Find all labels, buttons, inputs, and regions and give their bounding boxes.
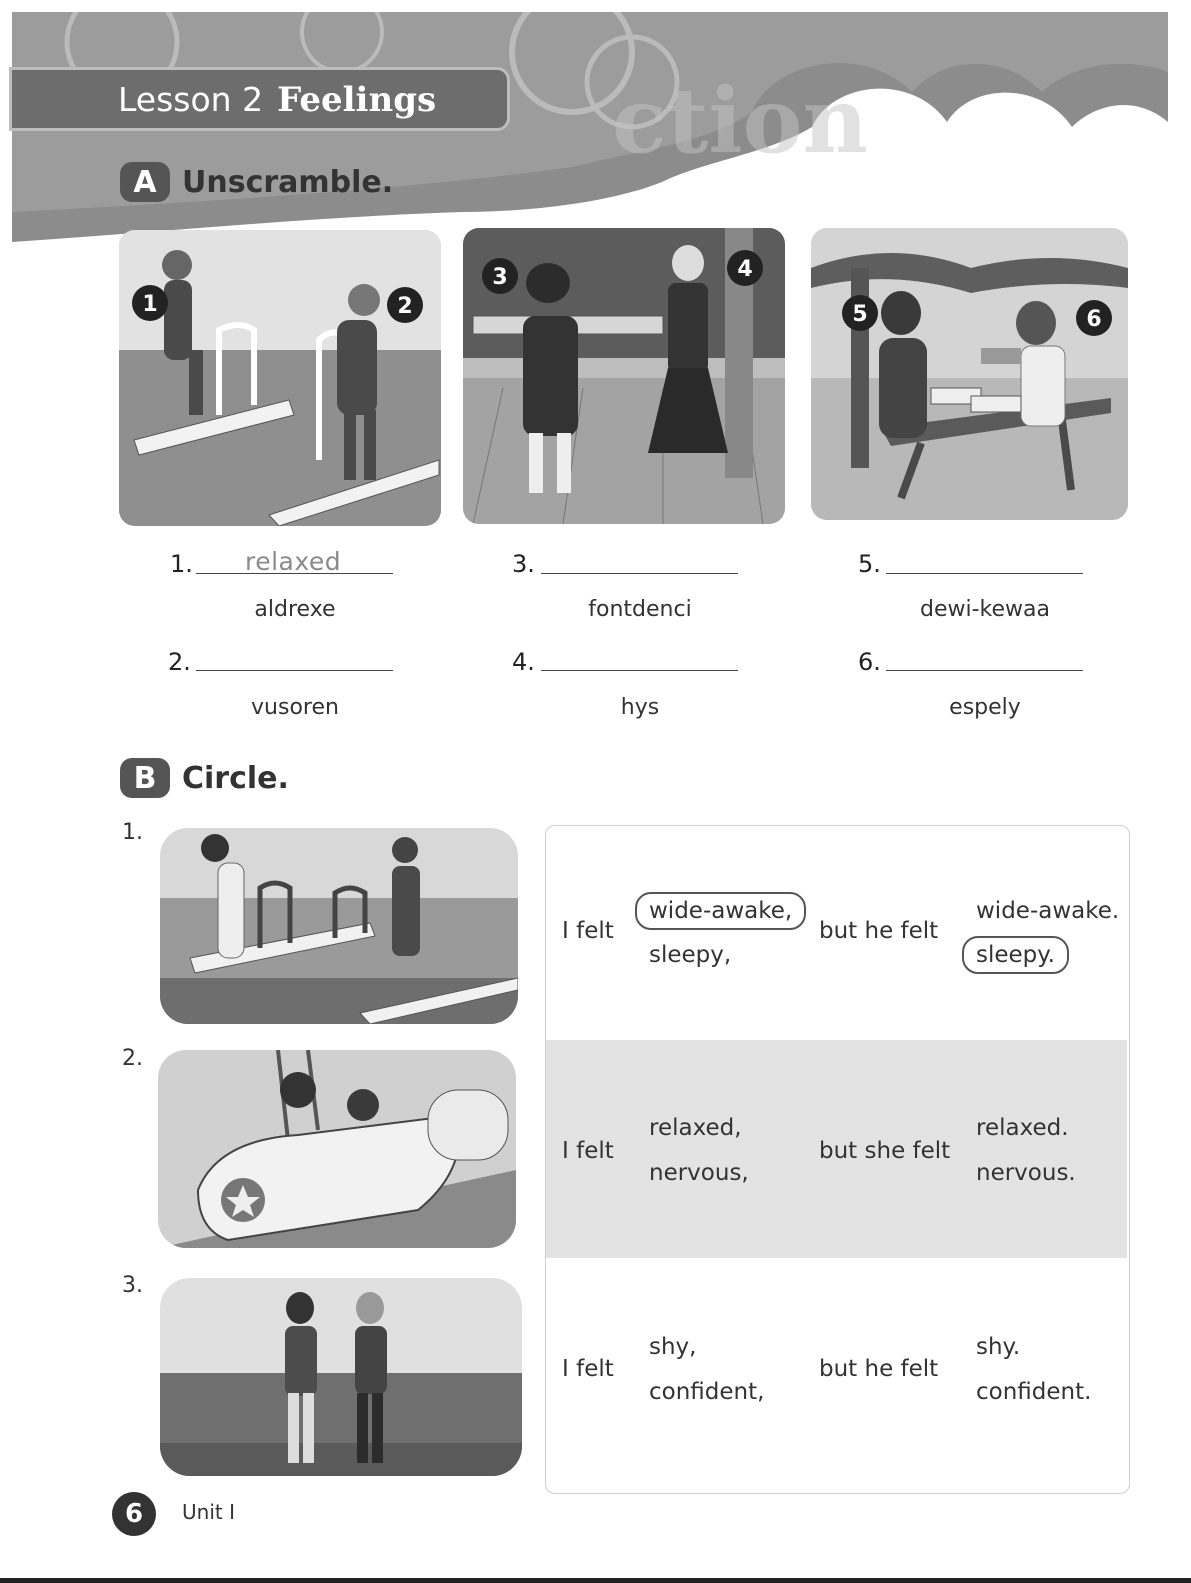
svg-text:6: 6	[1086, 307, 1102, 332]
section-b-badge: B	[120, 758, 170, 798]
marker-6	[1076, 300, 1112, 336]
row-3-option-b2[interactable]: confident.	[976, 1379, 1092, 1405]
item-1-answer: relaxed	[245, 547, 342, 576]
row-3-lead: I felt	[562, 1356, 614, 1382]
svg-text:1: 1	[142, 292, 158, 317]
row-2-option-b2[interactable]: nervous.	[976, 1160, 1076, 1186]
row-3-option-a1[interactable]: shy,	[649, 1334, 697, 1360]
item-4-answer-line[interactable]	[541, 670, 738, 671]
picture-b1-diving	[160, 828, 518, 1024]
item-2-number: 2.	[168, 648, 191, 676]
item-6-scrambled: espely	[949, 695, 1021, 720]
circle-item-3-number: 3.	[122, 1273, 143, 1298]
lesson-label: Lesson 2	[118, 80, 264, 119]
item-6-answer-line[interactable]	[886, 670, 1083, 671]
row-1-option-a2[interactable]: sleepy,	[649, 942, 732, 968]
lesson-title: Feelings	[277, 80, 437, 120]
row-1-option-a1-circled: wide-awake,	[635, 892, 806, 930]
svg-text:3: 3	[492, 265, 508, 290]
svg-text:ction: ction	[612, 68, 869, 174]
picture-b2-roller-coaster	[158, 1050, 516, 1248]
item-1-scrambled: aldrexe	[254, 597, 336, 622]
marker-2	[387, 287, 423, 323]
item-5-number: 5.	[858, 550, 881, 578]
row-1-lead: I felt	[562, 918, 614, 944]
picture-markers	[0, 0, 1191, 400]
row-1-option-b1[interactable]: wide-awake.	[976, 898, 1120, 924]
marker-5	[842, 295, 878, 331]
item-5-answer-line[interactable]	[886, 573, 1083, 574]
page-number: 6	[112, 1492, 156, 1536]
item-5-scrambled: dewi-kewaa	[920, 597, 1050, 622]
row-2-middle: but she felt	[819, 1138, 951, 1164]
section-a-title: Unscramble.	[182, 164, 394, 200]
row-3-option-b1[interactable]: shy.	[976, 1334, 1021, 1360]
section-b-title: Circle.	[182, 760, 289, 796]
row-2-lead: I felt	[562, 1138, 614, 1164]
row-1-middle: but he felt	[819, 918, 939, 944]
item-3-answer-line[interactable]	[541, 573, 738, 574]
marker-3	[482, 258, 518, 294]
row-1-option-a1[interactable]	[649, 898, 806, 924]
scan-bottom-edge	[0, 1578, 1191, 1583]
picture-b3-park	[160, 1278, 522, 1476]
svg-text:5: 5	[852, 302, 868, 327]
item-6-number: 6.	[858, 648, 881, 676]
row-2-option-a1[interactable]: relaxed,	[649, 1115, 742, 1141]
item-3-number: 3.	[512, 550, 535, 578]
row-3-middle: but he felt	[819, 1356, 939, 1382]
item-2-answer-line[interactable]	[196, 670, 393, 671]
circle-item-1-number: 1.	[122, 820, 143, 845]
row-1-option-b2-circled: sleepy.	[962, 936, 1069, 974]
section-a-badge: A	[120, 162, 170, 202]
item-4-scrambled: hys	[620, 695, 660, 720]
row-2-option-a2[interactable]: nervous,	[649, 1160, 749, 1186]
svg-text:4: 4	[737, 257, 753, 282]
item-3-scrambled: fontdenci	[588, 597, 692, 622]
row-2-option-b1[interactable]: relaxed.	[976, 1115, 1069, 1141]
circle-item-2-number: 2.	[122, 1046, 143, 1071]
row-1-option-b2[interactable]	[976, 942, 1069, 968]
item-2-scrambled: vusoren	[251, 695, 339, 720]
unit-label: Unit I	[182, 1500, 235, 1524]
item-4-number: 4.	[512, 648, 535, 676]
item-1-number: 1.	[170, 550, 193, 578]
svg-text:2: 2	[397, 294, 413, 319]
row-3-option-a2[interactable]: confident,	[649, 1379, 765, 1405]
marker-4	[727, 250, 763, 286]
marker-1	[132, 285, 168, 321]
section-b-heading	[120, 758, 289, 798]
